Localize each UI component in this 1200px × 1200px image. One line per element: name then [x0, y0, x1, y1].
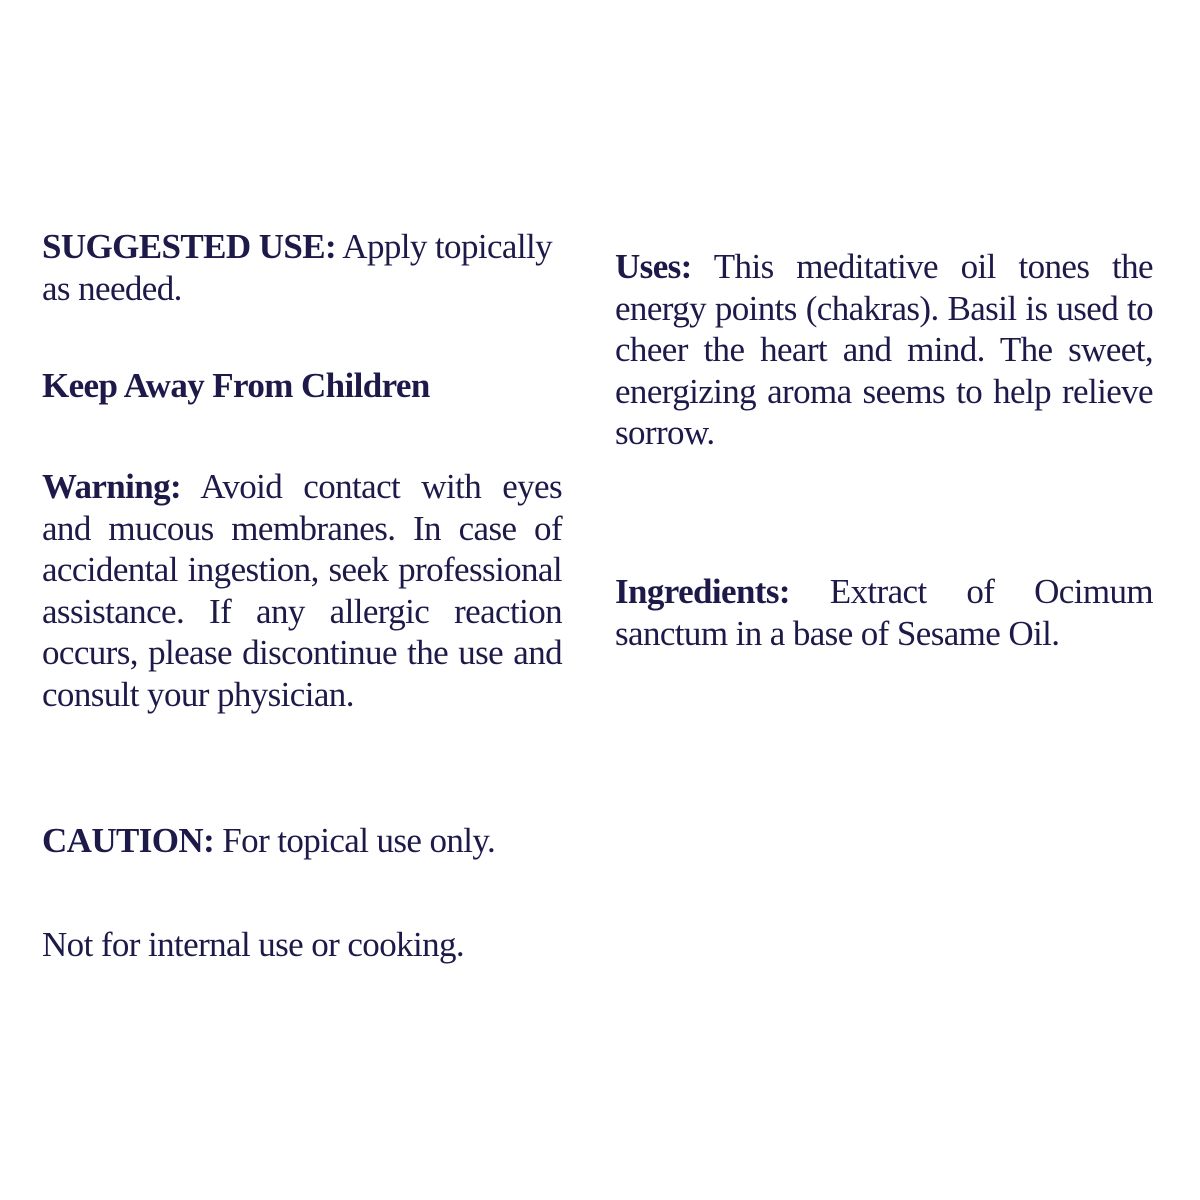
warning-text: Avoid contact with eyes and mucous membranes. In case of accidental ingestion, seek professional assistance. If any allergic reaction occurs, please discontinue the use and consult your physician.	[42, 467, 562, 714]
uses-paragraph	[615, 246, 1153, 454]
uses-text: This meditative oil tones the energy points (chakras). Basil is used to cheer the heart and mind. The sweet, energizing aroma seems to help relieve sorrow.	[615, 247, 1153, 452]
warning-paragraph	[42, 466, 562, 715]
suggested-use-label: SUGGESTED USE:	[42, 227, 337, 266]
suggested-use-text: Apply topically as needed.	[42, 227, 552, 308]
caution-paragraph	[42, 820, 562, 862]
uses-label: Uses:	[615, 247, 692, 286]
warning-label: Warning:	[42, 467, 182, 506]
suggested-use-paragraph	[42, 226, 562, 309]
caution-text: For topical use only.	[214, 821, 496, 860]
internal-use-notice: Not for internal use or cooking.	[42, 925, 465, 964]
ingredients-text: Extract of Ocimum sanctum in a base of Sesame Oil.	[615, 572, 1153, 653]
ingredients-label: Ingredients:	[615, 572, 790, 611]
ingredients-paragraph	[615, 571, 1153, 654]
keep-away-heading: Keep Away From Children	[42, 366, 430, 405]
caution-label: CAUTION:	[42, 821, 215, 860]
